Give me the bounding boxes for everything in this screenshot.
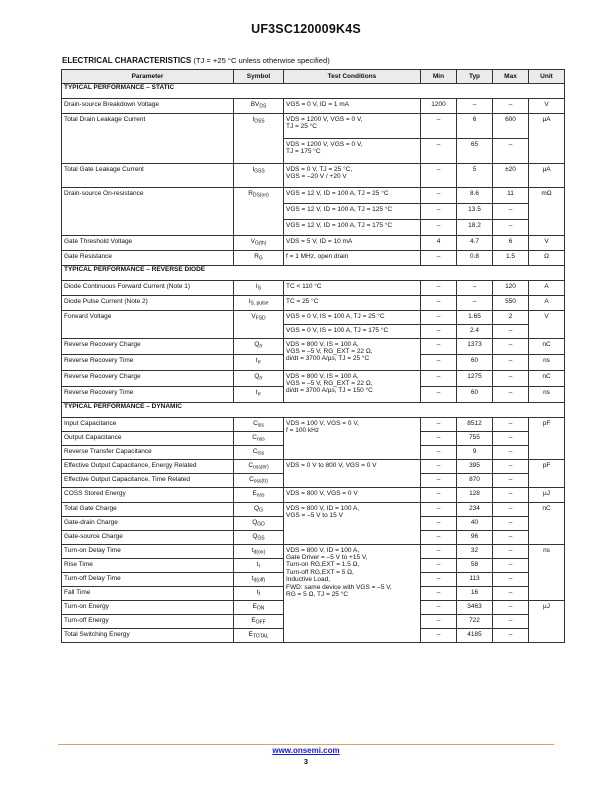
min-cell: – <box>421 517 457 531</box>
symbol-cell: $I_S$ <box>234 281 284 296</box>
min-cell: – <box>421 220 457 236</box>
symbol-cell: $t_r$ <box>234 559 284 573</box>
max-cell: – <box>493 387 529 403</box>
max-cell: – <box>493 559 529 573</box>
header-typ: Typ <box>457 70 493 84</box>
min-cell: – <box>421 488 457 503</box>
param-cell: Reverse Recovery Charge <box>62 371 234 387</box>
min-cell: – <box>421 446 457 460</box>
typ-cell: 3463 <box>457 601 493 615</box>
typ-cell: 4185 <box>457 629 493 643</box>
table-row <box>62 114 565 139</box>
min-cell: – <box>421 615 457 629</box>
min-cell: – <box>421 339 457 355</box>
condition-cell: TC = 25 °C <box>284 296 421 311</box>
typ-cell: 65 <box>457 139 493 164</box>
symbol-cell: $E_{TOTAL}$ <box>234 629 284 643</box>
typ-cell: 13.5 <box>457 204 493 220</box>
min-cell: – <box>421 355 457 371</box>
max-cell: 11 <box>493 188 529 204</box>
param-cell: Total Switching Energy <box>62 629 234 643</box>
condition-cell: VGS = 12 V, ID = 100 A, TJ = 25 °C <box>284 188 421 204</box>
table-row <box>62 99 565 114</box>
condition-cell: VDS = 1200 V, VGS = 0 V, TJ = 25 °C <box>284 114 421 139</box>
unit-cell: µA <box>529 114 565 164</box>
table-row <box>62 281 565 296</box>
min-cell: – <box>421 251 457 266</box>
param-cell: Gate-source Charge <box>62 531 234 545</box>
min-cell: – <box>421 281 457 296</box>
condition-cell: VDS = 800 V, IS = 100 A, VGS = –5 V, RG_EXT = 22 Ω, di/dt = 3700 A/µs, TJ = 25 °C <box>284 339 421 371</box>
unit-cell: nC <box>529 339 565 355</box>
min-cell: – <box>421 325 457 339</box>
typ-cell: 18.2 <box>457 220 493 236</box>
symbol-cell: $Q_{rr}$ <box>234 339 284 355</box>
electrical-characteristics-table <box>61 69 565 643</box>
unit-cell: µJ <box>529 488 565 503</box>
symbol-cell: $C_{oss(tr)}$ <box>234 474 284 488</box>
table-row <box>62 418 565 432</box>
unit-cell: pF <box>529 418 565 460</box>
unit-cell: A <box>529 281 565 296</box>
min-cell: – <box>421 311 457 325</box>
footer-divider <box>58 744 554 745</box>
min-cell: – <box>421 432 457 446</box>
param-cell: Reverse Transfer Capacitance <box>62 446 234 460</box>
unit-cell: ns <box>529 545 565 601</box>
typ-cell: 1.65 <box>457 311 493 325</box>
param-cell: Diode Continuous Forward Current (Note 1) <box>62 281 234 296</box>
table-header-row <box>62 70 565 84</box>
section-reverse-diode: TYPICAL PERFORMANCE – REVERSE DIODE <box>62 266 565 281</box>
param-cell: Reverse Recovery Charge <box>62 339 234 355</box>
max-cell: – <box>493 371 529 387</box>
max-cell: 550 <box>493 296 529 311</box>
unit-cell: A <box>529 296 565 311</box>
max-cell: 600 <box>493 114 529 139</box>
typ-cell: 1373 <box>457 339 493 355</box>
condition-cell: VGS = 0 V, IS = 100 A, TJ = 25 °C <box>284 311 421 325</box>
typ-cell: 60 <box>457 355 493 371</box>
typ-cell: 722 <box>457 615 493 629</box>
param-cell: Effective Output Capacitance, Energy Related <box>62 460 234 474</box>
typ-cell: 8.6 <box>457 188 493 204</box>
section-heading <box>62 56 330 65</box>
document-title: UF3SC120009K4S <box>251 22 361 36</box>
table-row <box>62 371 565 387</box>
param-cell: Gate Threshold Voltage <box>62 236 234 251</box>
condition-cell: VDS = 800 V, VGS = 0 V <box>284 488 421 503</box>
typ-cell: 234 <box>457 503 493 517</box>
condition-cell: VDS = 0 V, TJ = 25 °C, VGS = –20 V / +20 V <box>284 164 421 188</box>
unit-cell: V <box>529 311 565 339</box>
table-row <box>62 188 565 204</box>
param-cell: Reverse Recovery Time <box>62 355 234 371</box>
header-symbol: Symbol <box>234 70 284 84</box>
min-cell: – <box>421 629 457 643</box>
typ-cell: 8512 <box>457 418 493 432</box>
max-cell: – <box>493 339 529 355</box>
max-cell: 120 <box>493 281 529 296</box>
typ-cell: 32 <box>457 545 493 559</box>
max-cell: 6 <box>493 236 529 251</box>
condition-cell: VGS = 12 V, ID = 100 A, TJ = 175 °C <box>284 220 421 236</box>
max-cell: – <box>493 488 529 503</box>
header-max: Max <box>493 70 529 84</box>
condition-cell: VGS = 0 V, ID = 1 mA <box>284 99 421 114</box>
condition-cell: VDS = 800 V, ID = 100 A, Gate Driver = –5 V to +15 V, Turn-on RG,EXT = 1.5 Ω, Turn-off RG,EXT = 5 Ω, Inductive Load, FWD: same device with VGS = –5 V, RG = 5 Ω, TJ = 25 °C <box>284 545 421 643</box>
page-number: 3 <box>303 757 309 766</box>
symbol-cell: $I_{GSS}$ <box>234 164 284 188</box>
max-cell: – <box>493 220 529 236</box>
typ-cell: 755 <box>457 432 493 446</box>
param-cell: Reverse Recovery Time <box>62 387 234 403</box>
max-cell: – <box>493 587 529 601</box>
symbol-cell: $t_{rr}$ <box>234 387 284 403</box>
typ-cell: 16 <box>457 587 493 601</box>
param-cell: Rise Time <box>62 559 234 573</box>
min-cell: – <box>421 114 457 139</box>
condition-cell: VGS = 0 V, IS = 100 A, TJ = 175 °C <box>284 325 421 339</box>
max-cell: – <box>493 355 529 371</box>
symbol-cell: $V_{G(th)}$ <box>234 236 284 251</box>
table-row <box>62 296 565 311</box>
param-cell: Gate Resistance <box>62 251 234 266</box>
param-cell: Diode Pulse Current (Note 2) <box>62 296 234 311</box>
max-cell: – <box>493 573 529 587</box>
unit-cell: mΩ <box>529 188 565 236</box>
max-cell: – <box>493 99 529 114</box>
typ-cell: 58 <box>457 559 493 573</box>
min-cell: – <box>421 531 457 545</box>
unit-cell: pF <box>529 460 565 488</box>
param-cell: Fall Time <box>62 587 234 601</box>
param-cell: Output Capacitance <box>62 432 234 446</box>
param-cell: Total Gate Leakage Current <box>62 164 234 188</box>
section-condition: (TJ = +25 °C unless otherwise specified) <box>193 56 330 65</box>
condition-cell: VDS = 100 V, VGS = 0 V, f = 100 kHz <box>284 418 421 460</box>
symbol-cell: $I_{S, pulse}$ <box>234 296 284 311</box>
param-cell: Turn-on Energy <box>62 601 234 615</box>
condition-cell: TC < 110 °C <box>284 281 421 296</box>
typ-cell: 870 <box>457 474 493 488</box>
symbol-cell: $Q_{GS}$ <box>234 531 284 545</box>
max-cell: – <box>493 601 529 615</box>
max-cell: – <box>493 517 529 531</box>
symbol-cell: $R_{DS(on)}$ <box>234 188 284 236</box>
min-cell: – <box>421 204 457 220</box>
min-cell: – <box>421 296 457 311</box>
max-cell: ±20 <box>493 164 529 188</box>
symbol-cell: $t_{d(on)}$ <box>234 545 284 559</box>
typ-cell: 395 <box>457 460 493 474</box>
section-title: ELECTRICAL CHARACTERISTICS <box>62 56 192 65</box>
min-cell: – <box>421 164 457 188</box>
param-cell: Turn-off Energy <box>62 615 234 629</box>
max-cell: – <box>493 460 529 474</box>
min-cell: – <box>421 559 457 573</box>
symbol-cell: $C_{iss}$ <box>234 418 284 432</box>
typ-cell: 113 <box>457 573 493 587</box>
table-row <box>62 460 565 474</box>
symbol-cell: $E_{oss}$ <box>234 488 284 503</box>
symbol-cell: $C_{oss(er)}$ <box>234 460 284 474</box>
condition-cell: f = 1 MHz, open drain <box>284 251 421 266</box>
unit-cell: µJ <box>529 601 565 643</box>
param-cell: Drain-source Breakdown Voltage <box>62 99 234 114</box>
min-cell: – <box>421 139 457 164</box>
min-cell: – <box>421 545 457 559</box>
typ-cell: 60 <box>457 387 493 403</box>
max-cell: – <box>493 139 529 164</box>
min-cell: – <box>421 601 457 615</box>
unit-cell: ns <box>529 387 565 403</box>
typ-cell: 1275 <box>457 371 493 387</box>
header-conditions: Test Conditions <box>284 70 421 84</box>
symbol-cell: $E_{ON}$ <box>234 601 284 615</box>
unit-cell: V <box>529 236 565 251</box>
min-cell: – <box>421 460 457 474</box>
typ-cell: 9 <box>457 446 493 460</box>
max-cell: – <box>493 446 529 460</box>
min-cell: – <box>421 387 457 403</box>
section-dynamic: TYPICAL PERFORMANCE – DYNAMIC <box>62 403 565 418</box>
symbol-cell: $BV_{DS}$ <box>234 99 284 114</box>
symbol-cell: $Q_{rr}$ <box>234 371 284 387</box>
typ-cell: 40 <box>457 517 493 531</box>
condition-cell: VDS = 5 V, ID = 10 mA <box>284 236 421 251</box>
param-cell: Forward Voltage <box>62 311 234 339</box>
min-cell: 4 <box>421 236 457 251</box>
symbol-cell: $t_f$ <box>234 587 284 601</box>
param-cell: COSS Stored Energy <box>62 488 234 503</box>
condition-cell: VDS = 800 V, IS = 100 A, VGS = –5 V, RG_EXT = 22 Ω, di/dt = 3700 A/µs, TJ = 150 °C <box>284 371 421 403</box>
symbol-cell: $C_{rss}$ <box>234 446 284 460</box>
typ-cell: 4.7 <box>457 236 493 251</box>
table-row <box>62 545 565 559</box>
min-cell: – <box>421 418 457 432</box>
footer-website-link[interactable]: www.onsemi.com <box>272 746 340 755</box>
min-cell: – <box>421 587 457 601</box>
max-cell: – <box>493 325 529 339</box>
typ-cell: 0.8 <box>457 251 493 266</box>
min-cell: – <box>421 474 457 488</box>
typ-cell: 6 <box>457 114 493 139</box>
param-cell: Drain-source On-resistance <box>62 188 234 236</box>
param-cell: Total Gate Charge <box>62 503 234 517</box>
symbol-cell: $Q_{GD}$ <box>234 517 284 531</box>
condition-cell: VGS = 12 V, ID = 100 A, TJ = 125 °C <box>284 204 421 220</box>
param-cell: Turn-off Delay Time <box>62 573 234 587</box>
symbol-cell: $t_{rr}$ <box>234 355 284 371</box>
max-cell: – <box>493 531 529 545</box>
symbol-cell: $R_G$ <box>234 251 284 266</box>
unit-cell: V <box>529 99 565 114</box>
section-static: TYPICAL PERFORMANCE – STATIC <box>62 84 565 99</box>
min-cell: – <box>421 371 457 387</box>
max-cell: – <box>493 615 529 629</box>
condition-cell: VDS = 800 V, ID = 100 A, VGS = –5 V to 15 V <box>284 503 421 545</box>
unit-cell: nC <box>529 371 565 387</box>
max-cell: – <box>493 474 529 488</box>
unit-cell: Ω <box>529 251 565 266</box>
param-cell: Turn-on Delay Time <box>62 545 234 559</box>
table-row <box>62 488 565 503</box>
param-cell: Effective Output Capacitance, Time Related <box>62 474 234 488</box>
max-cell: 2 <box>493 311 529 325</box>
min-cell: 1200 <box>421 99 457 114</box>
max-cell: – <box>493 629 529 643</box>
condition-cell: VDS = 0 V to 800 V, VGS = 0 V <box>284 460 421 488</box>
symbol-cell: $E_{OFF}$ <box>234 615 284 629</box>
symbol-cell: $Q_G$ <box>234 503 284 517</box>
typ-cell: – <box>457 99 493 114</box>
symbol-cell: $I_{DSS}$ <box>234 114 284 164</box>
table-row <box>62 503 565 517</box>
header-parameter: Parameter <box>62 70 234 84</box>
symbol-cell: $C_{oss}$ <box>234 432 284 446</box>
min-cell: – <box>421 573 457 587</box>
symbol-cell: $V_{FSD}$ <box>234 311 284 339</box>
param-cell: Total Drain Leakage Current <box>62 114 234 164</box>
param-cell: Gate-drain Charge <box>62 517 234 531</box>
symbol-cell: $t_{d(off)}$ <box>234 573 284 587</box>
typ-cell: 96 <box>457 531 493 545</box>
table-row <box>62 339 565 355</box>
min-cell: – <box>421 188 457 204</box>
table-row <box>62 164 565 188</box>
max-cell: – <box>493 545 529 559</box>
header-unit: Unit <box>529 70 565 84</box>
typ-cell: – <box>457 281 493 296</box>
typ-cell: 5 <box>457 164 493 188</box>
max-cell: 1.5 <box>493 251 529 266</box>
unit-cell: nC <box>529 503 565 545</box>
header-min: Min <box>421 70 457 84</box>
unit-cell: ns <box>529 355 565 371</box>
condition-cell: VDS = 1200 V, VGS = 0 V, TJ = 175 °C <box>284 139 421 164</box>
param-cell: Input Capacitance <box>62 418 234 432</box>
typ-cell: – <box>457 296 493 311</box>
table-row <box>62 311 565 325</box>
table-row <box>62 251 565 266</box>
min-cell: – <box>421 503 457 517</box>
typ-cell: 128 <box>457 488 493 503</box>
max-cell: – <box>493 418 529 432</box>
typ-cell: 2.4 <box>457 325 493 339</box>
max-cell: – <box>493 204 529 220</box>
max-cell: – <box>493 503 529 517</box>
table-row <box>62 236 565 251</box>
max-cell: – <box>493 432 529 446</box>
unit-cell: µA <box>529 164 565 188</box>
